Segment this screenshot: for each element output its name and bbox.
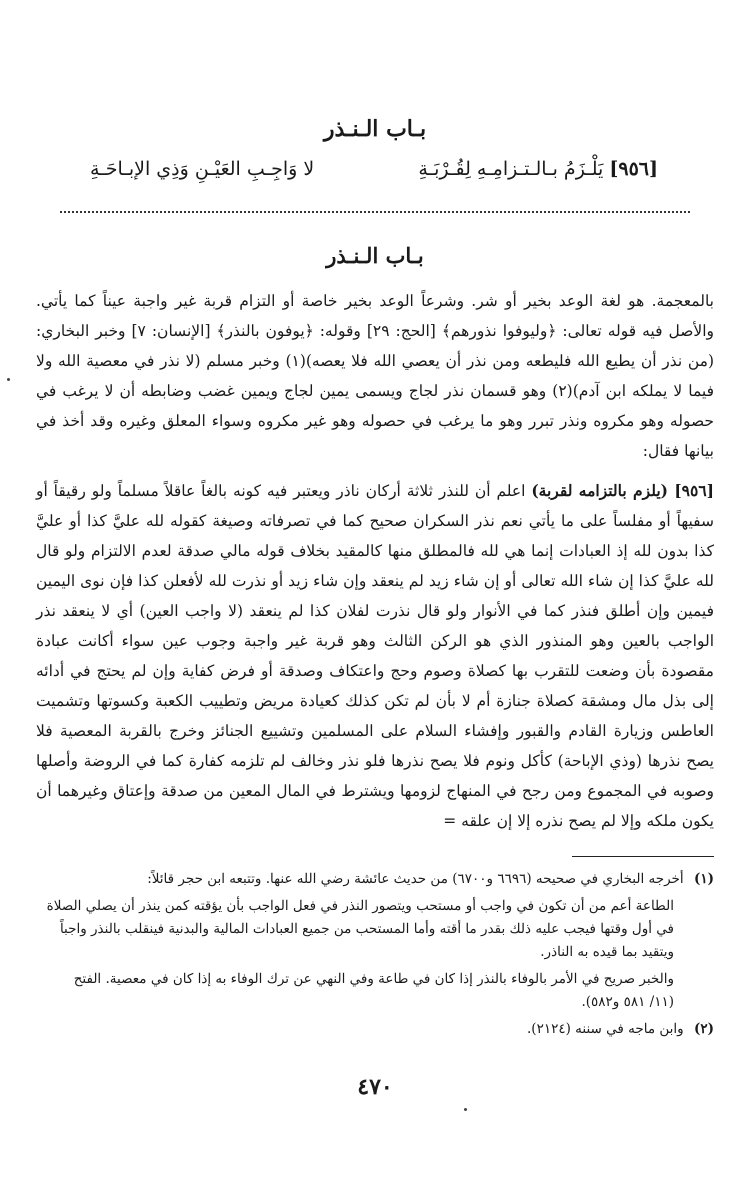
commentary-paragraph-2 [36,476,714,836]
footnote-2-text: وابن ماجه في سننه (٢١٢٤). [527,1021,684,1037]
footnote-2 [46,1018,714,1041]
footnote-1-number: (١) [693,871,714,887]
verse-second-hemistich: لا وَاجِـبِ العَيْـنِ وَذِي الإبـاحَـةِ [90,158,315,180]
verse-hemistich-1-text: يَلْـزَمُ بـالـتـزامِـهِ لِقُـرْبَـةِ [418,158,604,180]
paragraph-2-text: اعلم أن للنذر ثلاثة أركان ناذر ويعتبر فيه كونه بالغاً عاقلاً مسلماً ولو رقيقاً أو سفيهاً أو مفلساً على ما يأتي نعم نذر السكران صحيح كما في تصرفاته وصيغة كقوله لله عليَّ كذا أو عليَّ كذا بدون لله إذ العبادات إنما هي لله فالمطلق منها كالمقيد بخلاف قوله مالي صدقة لعدم الالتزام ولو قال لله عليَّ كذا إن شاء الله تعالى أو إن شاء زيد لم ينعقد وإن شاء زيد أو نذرت لله لأفعلن كذا فإن نوى اليمين فيمين وإن أطلق فنذر كما في الأنوار ولو قال نذرت لفلان كذا لم ينعقد (لا واجب العين) أي لا ينعقد نذر الواجب بالعين وهو المنذور الذي هو الركن الثالث وهو قربة غير واجبة وجوب عين سواء أكانت عبادة مقصودة بأن وضعت للتقرب بها كصلاة وصوم وحج واعتكاف وصدقة أو فرض كفاية وإن لم يحتج في أدائه إلى بذل مال ومشقة كصلاة جنازة أم لا بأن لم تكن كذلك كعيادة مريض وتطييب الكعبة وكسوتها وتشميت العاطس وزيارة القادم والقبور وإفشاء السلام على المسلمين وتشييع الجنائز وخرج بالقربة المعصية فلا يصح نذرها (وذي الإباحة) كأكل ونوم فلا يصح نذرها فلو نذر وخالف لم تلزمه كفارة كما في الروضة وأصلها وصوبه في المجموع ومن رجح في المنهاج لزومها ويشترط في المال المعين من صدقة وإعتاق وغيرهما أن يكون ملكه وإلا لم يصح نذره إلا إن علقه = [36,482,714,830]
verse-number: [٩٥٦] [609,158,658,180]
footnote-rule [572,856,714,857]
footnote-1 [46,868,714,891]
footnote-1-continuation-2: والخبر صريح في الأمر بالوفاء بالنذر إذا كان في طاعة وفي النهي عن ترك الوفاء به إذا كان في معصية. الفتح (١١/ ٥٨١ و٥٨٢). [73,971,674,1010]
footnotes [46,868,714,1045]
footnote-1-text: أخرجه البخاري في صحيحه (٦٦٩٦ و٦٧٠٠) من حديث عائشة رضي الله عنها. وتتبعه ابن حجر قائلاً: [147,871,684,887]
verse-first-hemistich [418,158,658,180]
poem-verse [90,158,658,192]
paragraph-2-lead: [٩٥٦] (يلزم بالتزامه لقربة) [531,481,714,500]
chapter-title: بـاب الـنـذر [323,116,427,142]
page-number: ٤٧٠ [357,1074,393,1100]
dotted-separator [60,211,690,213]
footnote-1-continuation-1: الطاعة أعم من أن تكون في واجب أو مستحب ويتصور النذر في فعل الواجب بأن يؤقته كمن ينذر أن يصلي الصلاة في أول وقتها فيجب عليه ذلك بقدر ما أقته وأما المستحب من جميع العبادات المالية والبدنية فينقلب بالنذر واجباً ويتقيد بما قيده به الناذر. [46,898,674,960]
scan-speck [464,1108,467,1111]
section-title: بـاب الـنـذر [326,243,424,268]
scan-speck [7,378,10,381]
footnote-2-number: (٢) [693,1021,714,1037]
commentary-paragraph-1: بالمعجمة. هو لغة الوعد بخير أو شر. وشرعاً الوعد بخير خاصة أو التزام قربة غير واجبة عيناً كما يأتي. والأصل فيه قوله تعالى: ﴿وليوفوا نذورهم﴾ [الحج: ٢٩] وقوله: ﴿يوفون بالنذر﴾ [الإنسان: ٧] وخبر البخاري: (من نذر أن يطيع الله فليطعه ومن نذر أن يعصي الله فلا يعصه)(١) وخبر مسلم (لا نذر في معصية الله ولا فيما لا يملكه ابن آدم)(٢) وهو قسمان نذر لجاج ويسمى يمين لجاج ويمين غضب وضابطه أن لا يرغب في حصوله وهو مكروه ونذر تبرر وهو ما يرغب في حصوله وهو غير مكروه وسواء المعلق وغيره وقد أخذ في بيانها فقال: [36,292,714,460]
